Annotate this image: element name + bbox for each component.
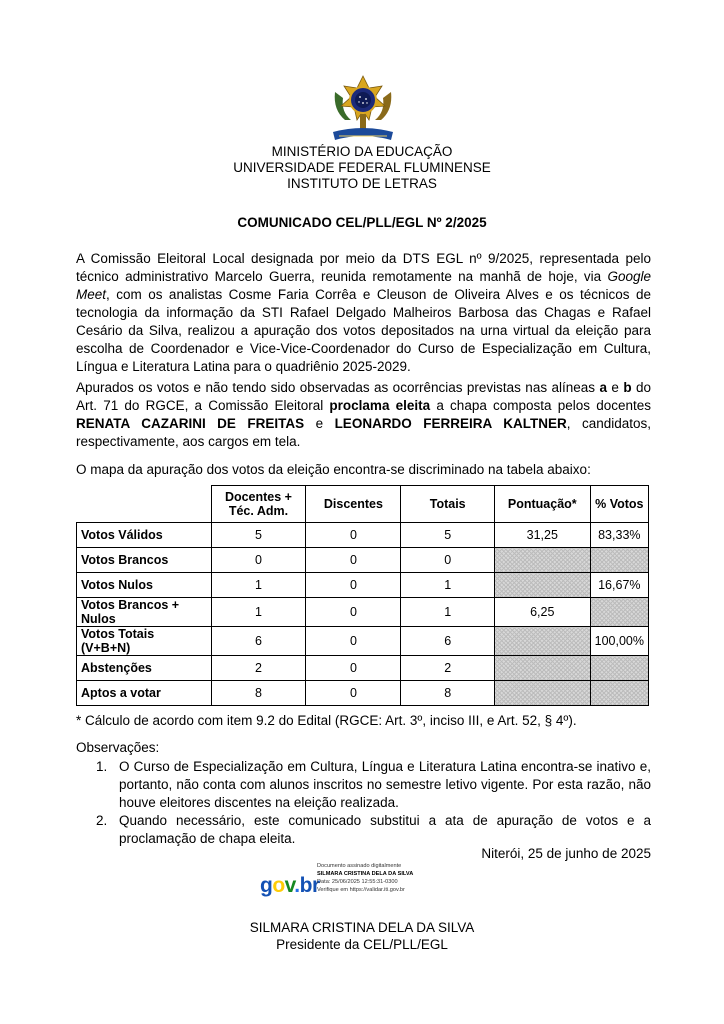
signature-line: Documento assinado digitalmente [317,863,402,869]
table-footnote: * Cálculo de acordo com item 9.2 do Edital (RGCE: Art. 3º, inciso III, e Art. 52, § 4º). [76,713,577,728]
table-row [77,573,649,598]
candidate-name-1: RENATA CAZARINI DE FREITAS [76,416,305,431]
table-cell: 0 [306,681,401,706]
table-cell: 1 [401,598,494,627]
signature-verify: Verifique em https://validar.iti.gov.br [317,887,405,893]
shaded-cell [590,656,648,681]
table-cell: 5 [211,523,306,548]
table-cell: 2 [211,656,306,681]
paragraph2-text: e [304,416,335,431]
table-cell: 6 [211,627,306,656]
shaded-cell [590,598,648,627]
list-item [76,812,651,848]
row-label: Votos Brancos [77,548,212,573]
table-cell: 8 [401,681,494,706]
shaded-cell [590,681,648,706]
shaded-cell [590,548,648,573]
signer-block [0,919,724,953]
shaded-cell [494,681,590,706]
paragraph2-text: a chapa composta pelos docentes [430,398,652,413]
column-header: % Votos [590,486,648,523]
document-date: Niterói, 25 de junho de 2025 [481,846,651,861]
row-label: Abstenções [77,656,212,681]
paragraph2-text: Apurados os votos e não tendo sido observadas as ocorrências previstas nas alíneas [76,380,600,395]
signer-role: Presidente da CEL/PLL/EGL [276,937,448,952]
table-row [77,523,649,548]
table-cell: 83,33% [590,523,648,548]
table-cell: 16,67% [590,573,648,598]
row-label: Votos Totais (V+B+N) [77,627,212,656]
table-cell: 0 [306,548,401,573]
table-cell: 0 [306,656,401,681]
signer-name: SILMARA CRISTINA DELA DA SILVA [249,920,475,935]
table-cell: 0 [306,523,401,548]
table-cell: 0 [401,548,494,573]
column-header: Pontuação* [494,486,590,523]
table-cell: 0 [306,598,401,627]
clause-b: b [623,380,632,395]
row-label: Votos Válidos [77,523,212,548]
signature-signer: SILMARA CRISTINA DELA DA SILVA [317,871,414,877]
google-meet-text: Google Meet [76,269,651,302]
table-cell: 6 [401,627,494,656]
row-label: Votos Nulos [77,573,212,598]
list-item [76,758,651,812]
table-cell: 6,25 [494,598,590,627]
candidate-name-2: LEONARDO FERREIRA KALTNER [334,416,567,431]
table-row [77,627,649,656]
table-row [77,598,649,627]
document-title: COMUNICADO CEL/PLL/EGL Nº 2/2025 [237,215,487,230]
shaded-cell [494,627,590,656]
shaded-cell [494,573,590,598]
govbr-logo: gov.br [260,874,320,897]
shaded-cell [494,656,590,681]
paragraph-table-intro: O mapa da apuração dos votos da eleição encontra-se discriminado na tabela abaixo: [76,462,591,477]
paragraph1-text-cont: , com os analistas Cosme Faria Corrêa e Cleuson de Oliveira Alves e os técnicos de tecnologia da informação da STI Rafael Delgado Malheiros Barbosa das Chagas e Rafael Cesário da Silva, realizou a apuração dos votos depositados na urna virtual da eleição para escolha de Coordenador e Vice-Vice-Coordenador do Curso de Especialização em Cultura, Língua e Literatura Latina para o quadriênio 2025-2029. [76,287,651,374]
paragraph-commission [76,250,651,376]
list-item-text: O Curso de Especialização em Cultura, Língua e Literatura Latina encontra-se inativo e, portanto, não conta com alunos inscritos no semestre letivo vigente. Por esta razão, não houve eleitores discentes na eleição realizada. [119,759,651,810]
paragraph-proclamation [76,379,651,451]
shaded-cell [494,548,590,573]
table-cell: 2 [401,656,494,681]
observations-list [76,758,651,848]
table-cell: 0 [211,548,306,573]
table-cell: 0 [306,627,401,656]
paragraph2-text: do Art. 71 do RGCE, a Comissão Eleitoral [76,380,651,413]
table-cell: 31,25 [494,523,590,548]
table-cell: 1 [211,598,306,627]
institute-name: INSTITUTO DE LETRAS [287,176,437,191]
table-row [77,681,649,706]
table-cell: 8 [211,681,306,706]
clause-a: a [599,380,607,395]
university-name: UNIVERSIDADE FEDERAL FLUMINENSE [233,160,491,175]
ministry-name: MINISTÉRIO DA EDUCAÇÃO [271,144,453,159]
column-header: Docentes + Téc. Adm. [211,486,306,523]
column-header: Totais [401,486,494,523]
table-cell: 100,00% [590,627,648,656]
paragraph2-text: , candidatos, respectivamente, aos cargos em tela. [76,416,651,449]
institution-header [0,144,724,192]
table-cell: 1 [211,573,306,598]
row-label: Aptos a votar [77,681,212,706]
table-row [77,548,649,573]
table-row [77,656,649,681]
row-label: Votos Brancos + Nulos [77,598,212,627]
list-item-text: Quando necessário, este comunicado substitui a ata de apuração de votos e a proclamação de chapa eleita. [119,813,651,846]
paragraph1-text: A Comissão Eleitoral Local designada por meio da DTS EGL nº 9/2025, representada pelo técnico administrativo Marcelo Guerra, reunida remotamente na manhã de hoje, via [76,251,651,284]
signature-details [317,862,413,894]
paragraph2-text: e [606,380,624,395]
brazil-coat-of-arms-icon [325,74,401,144]
column-header: Discentes [306,486,401,523]
table-cell: 0 [306,573,401,598]
signature-date: Data: 25/06/2025 12:55:31-0300 [317,879,398,885]
digital-signature-stamp [260,860,460,908]
results-table [76,485,649,706]
observations-title: Observações: [76,740,160,755]
list-item-number: 1. [96,759,108,774]
list-item-number: 2. [96,813,108,828]
proclaim-text: proclama eleita [329,398,431,413]
table-cell: 5 [401,523,494,548]
table-cell: 1 [401,573,494,598]
table-corner [77,486,212,523]
table-header-row [77,486,649,523]
